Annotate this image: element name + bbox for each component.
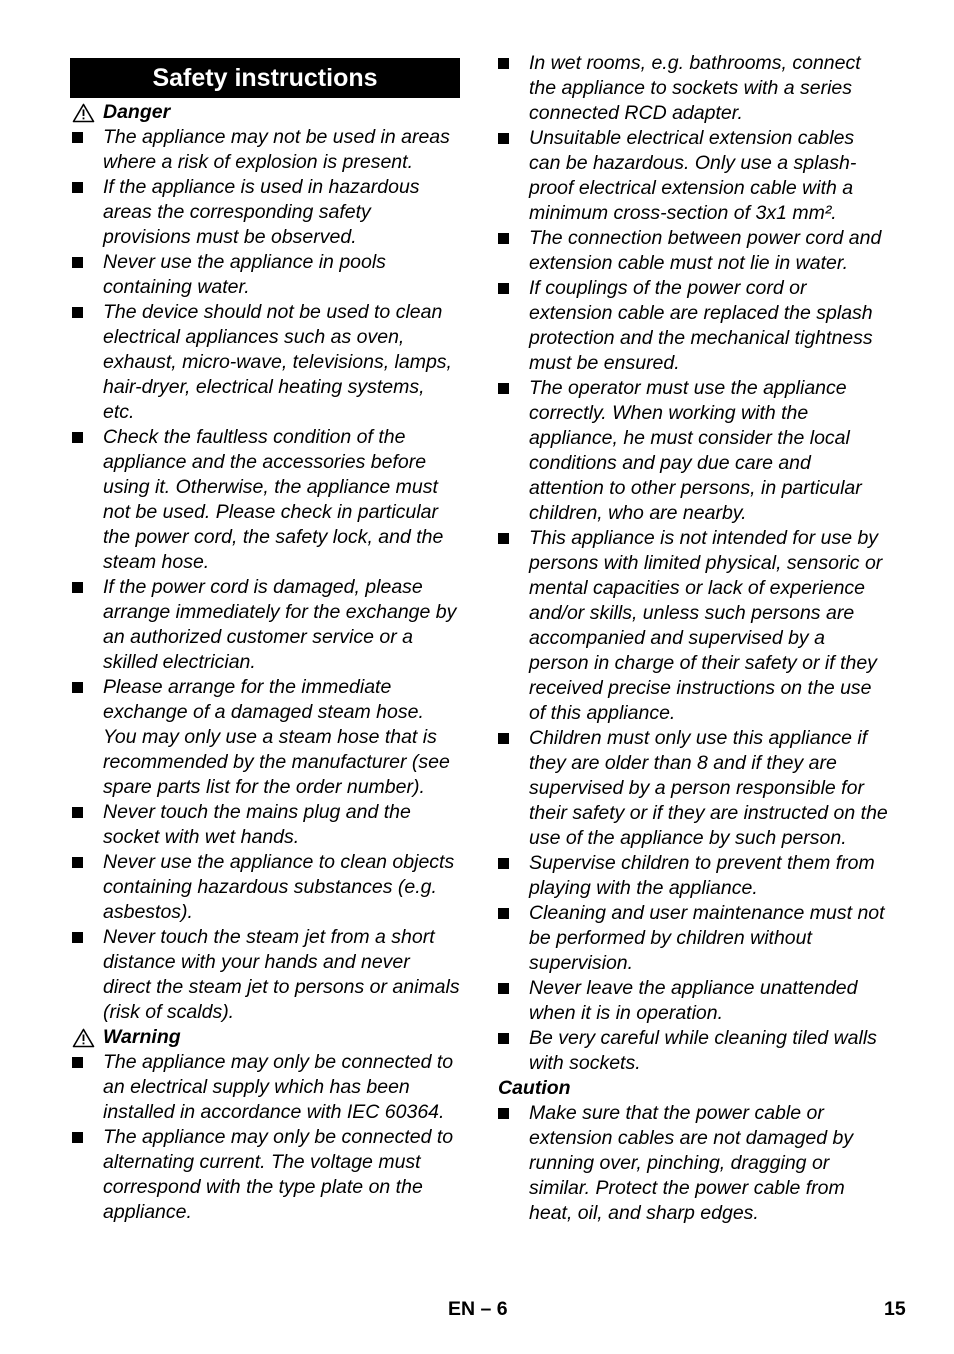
square-bullet-icon <box>72 257 83 268</box>
caution-list <box>496 1101 888 1226</box>
square-bullet-icon <box>498 58 509 69</box>
list-item: Never use the appliance in pools containing water. <box>70 250 460 300</box>
square-bullet-icon <box>498 283 509 294</box>
square-bullet-icon <box>72 807 83 818</box>
footer-page-label: EN – 6 <box>448 1298 508 1320</box>
page-title: Safety instructions <box>70 58 460 98</box>
list-item: The connection between power cord and extension cable must not lie in water. <box>496 226 888 276</box>
square-bullet-icon <box>498 233 509 244</box>
square-bullet-icon <box>72 132 83 143</box>
square-bullet-icon <box>72 307 83 318</box>
danger-heading-label: Danger <box>103 101 171 123</box>
footer-page-number: 15 <box>884 1298 906 1320</box>
list-item: Make sure that the power cable or extension cables are not damaged by running over, pinching, dragging or similar. Protect the power cable from heat, oil, and sharp edges. <box>496 1101 888 1226</box>
warning-triangle-icon <box>72 103 95 123</box>
list-item: Children must only use this appliance if they are older than 8 and if they are supervised by a person responsible for their safety or if they are instructed on the use of the appliance by such person. <box>496 726 888 851</box>
list-item: The appliance may only be connected to an electrical supply which has been installed in accordance with IEC 60364. <box>70 1050 460 1125</box>
warning-list-left <box>70 1050 460 1225</box>
list-item: Supervise children to prevent them from playing with the appliance. <box>496 851 888 901</box>
square-bullet-icon <box>498 133 509 144</box>
square-bullet-icon <box>498 383 509 394</box>
square-bullet-icon <box>498 1033 509 1044</box>
list-item: Never leave the appliance unattended when it is in operation. <box>496 976 888 1026</box>
list-item: Never touch the steam jet from a short distance with your hands and never direct the steam jet to persons or animals (risk of scalds). <box>70 925 460 1025</box>
list-item: Please arrange for the immediate exchange of a damaged steam hose. You may only use a steam hose that is recommended by the manufacturer (see spare parts list for the order number). <box>70 675 460 800</box>
warning-triangle-icon <box>72 1028 95 1048</box>
list-item: Never touch the mains plug and the socket with wet hands. <box>70 800 460 850</box>
list-item: The appliance may not be used in areas where a risk of explosion is present. <box>70 125 460 175</box>
danger-heading <box>70 100 460 125</box>
list-item: If the appliance is used in hazardous areas the corresponding safety provisions must be observed. <box>70 175 460 250</box>
list-item: Never use the appliance to clean objects containing hazardous substances (e.g. asbestos). <box>70 850 460 925</box>
square-bullet-icon <box>72 932 83 943</box>
square-bullet-icon <box>498 908 509 919</box>
warning-list-right <box>496 51 888 1076</box>
warning-heading <box>70 1025 460 1050</box>
square-bullet-icon <box>72 682 83 693</box>
list-item: Be very careful while cleaning tiled walls with sockets. <box>496 1026 888 1076</box>
list-item: If the power cord is damaged, please arrange immediately for the exchange by an authorized customer service or a skilled electrician. <box>70 575 460 675</box>
danger-list <box>70 125 460 1025</box>
square-bullet-icon <box>72 1132 83 1143</box>
square-bullet-icon <box>72 857 83 868</box>
caution-heading: Caution <box>498 1077 571 1099</box>
square-bullet-icon <box>72 182 83 193</box>
warning-heading-label: Warning <box>103 1026 181 1048</box>
square-bullet-icon <box>72 432 83 443</box>
list-item: If couplings of the power cord or extension cable are replaced the splash protection and the mechanical tightness must be ensured. <box>496 276 888 376</box>
list-item: The device should not be used to clean electrical appliances such as oven, exhaust, micro-wave, televisions, lamps, hair-dryer, electrical heating systems, etc. <box>70 300 460 425</box>
square-bullet-icon <box>498 858 509 869</box>
square-bullet-icon <box>72 1057 83 1068</box>
square-bullet-icon <box>72 582 83 593</box>
list-item: The appliance may only be connected to alternating current. The voltage must correspond with the type plate on the appliance. <box>70 1125 460 1225</box>
right-column <box>496 51 888 1226</box>
list-item: The operator must use the appliance correctly. When working with the appliance, he must consider the local conditions and pay due care and attention to other persons, in particular children, who are nearby. <box>496 376 888 526</box>
left-column <box>70 51 460 1225</box>
square-bullet-icon <box>498 533 509 544</box>
list-item: In wet rooms, e.g. bathrooms, connect the appliance to sockets with a series connected RCD adapter. <box>496 51 888 126</box>
list-item: Check the faultless condition of the appliance and the accessories before using it. Otherwise, the appliance must not be used. Please check in particular the power cord, the safety lock, and the steam hose. <box>70 425 460 575</box>
list-item: This appliance is not intended for use by persons with limited physical, sensoric or mental capacities or lack of experience and/or skills, unless such persons are accompanied and supervised by a person in charge of their safety or if they received precise instructions on the use of this appliance. <box>496 526 888 726</box>
list-item: Cleaning and user maintenance must not be performed by children without supervision. <box>496 901 888 976</box>
square-bullet-icon <box>498 733 509 744</box>
square-bullet-icon <box>498 1108 509 1119</box>
square-bullet-icon <box>498 983 509 994</box>
list-item: Unsuitable electrical extension cables can be hazardous. Only use a splash-proof electrical extension cable with a minimum cross-section of 3x1 mm². <box>496 126 888 226</box>
